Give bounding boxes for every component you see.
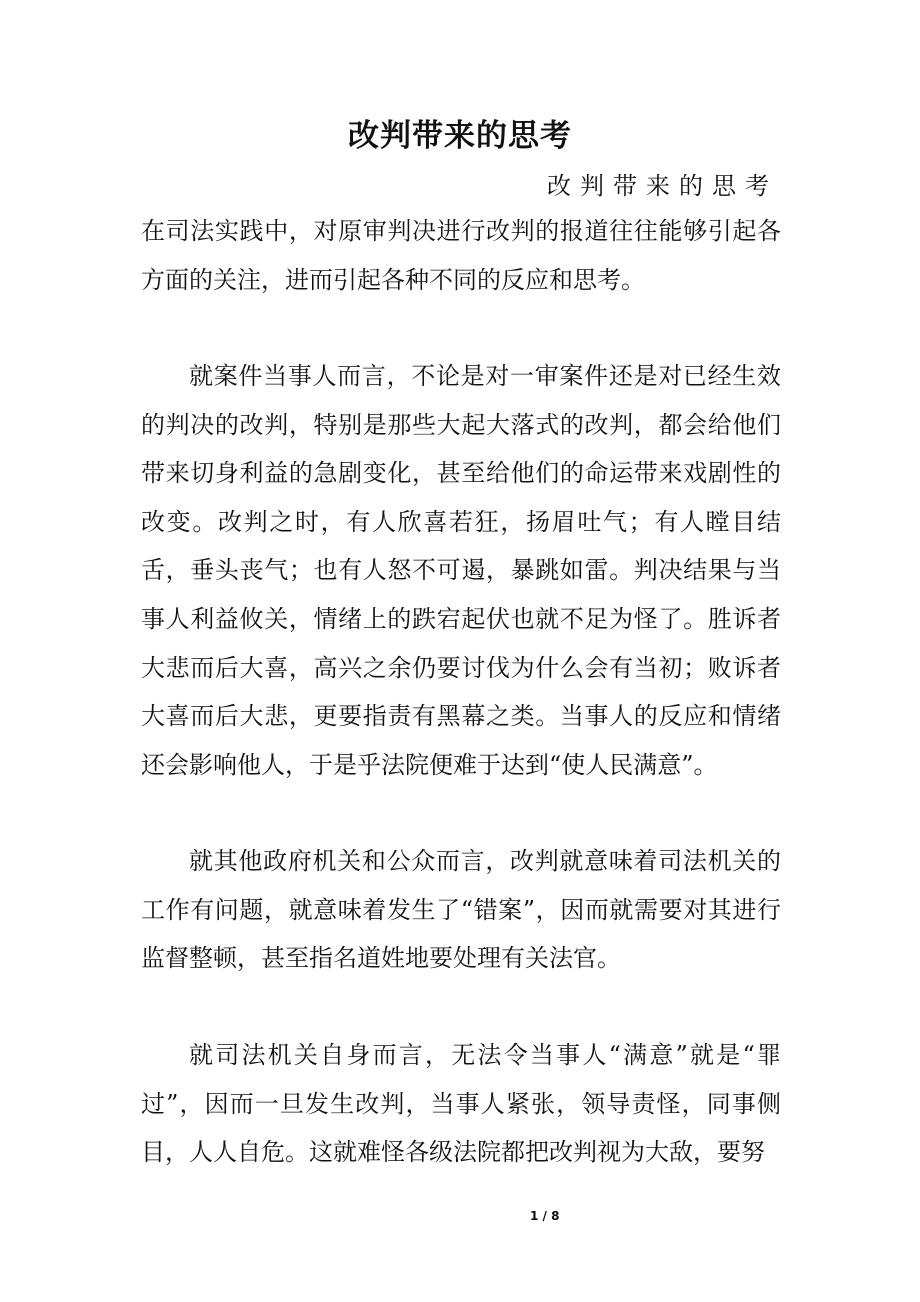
document-title: 改判带来的思考	[348, 118, 572, 154]
paragraph-intro: 在司法实践中，对原审判决进行改判的报道往往能够引起各方面的关注，进而引起各种不同的反应和思考。	[141, 217, 781, 294]
page-number: 1 / 8	[530, 1209, 560, 1223]
paragraph-judiciary: 就司法机关自身而言，无法令当事人“满意”就是“罪过”，因而一旦发生改判，当事人紧张，领导责怪，同事侧目，人人自危。这就难怪各级法院都把改判视为大敌，要努	[141, 1041, 781, 1167]
paragraph-government-public: 就其他政府机关和公众而言，改判就意味着司法机关的工作有问题，就意味着发生了“错案”，因而就需要对其进行监督整顿，甚至指名道姓地要处理有关法官。	[141, 847, 781, 973]
document-subtitle: 改判带来的思考	[547, 172, 778, 200]
paragraph-parties: 就案件当事人而言，不论是对一审案件还是对已经生效的判决的改判，特别是那些大起大落式的改判，都会给他们带来切身利益的急剧变化，甚至给他们的命运带来戏剧性的改变。改判之时，有人欣喜若狂，扬眉吐气；有人瞠目结舌，垂头丧气；也有人怒不可遏，暴跳如雷。判决结果与当事人利益攸关，情绪上的跌宕起伏也就不足为怪了。胜诉者大悲而后大喜，高兴之余仍要讨伐为什么会有当初；败诉者大喜而后大悲，更要指责有黑幕之类。当事人的反应和情绪还会影响他人，于是乎法院便难于达到“使人民满意”。	[141, 362, 781, 779]
